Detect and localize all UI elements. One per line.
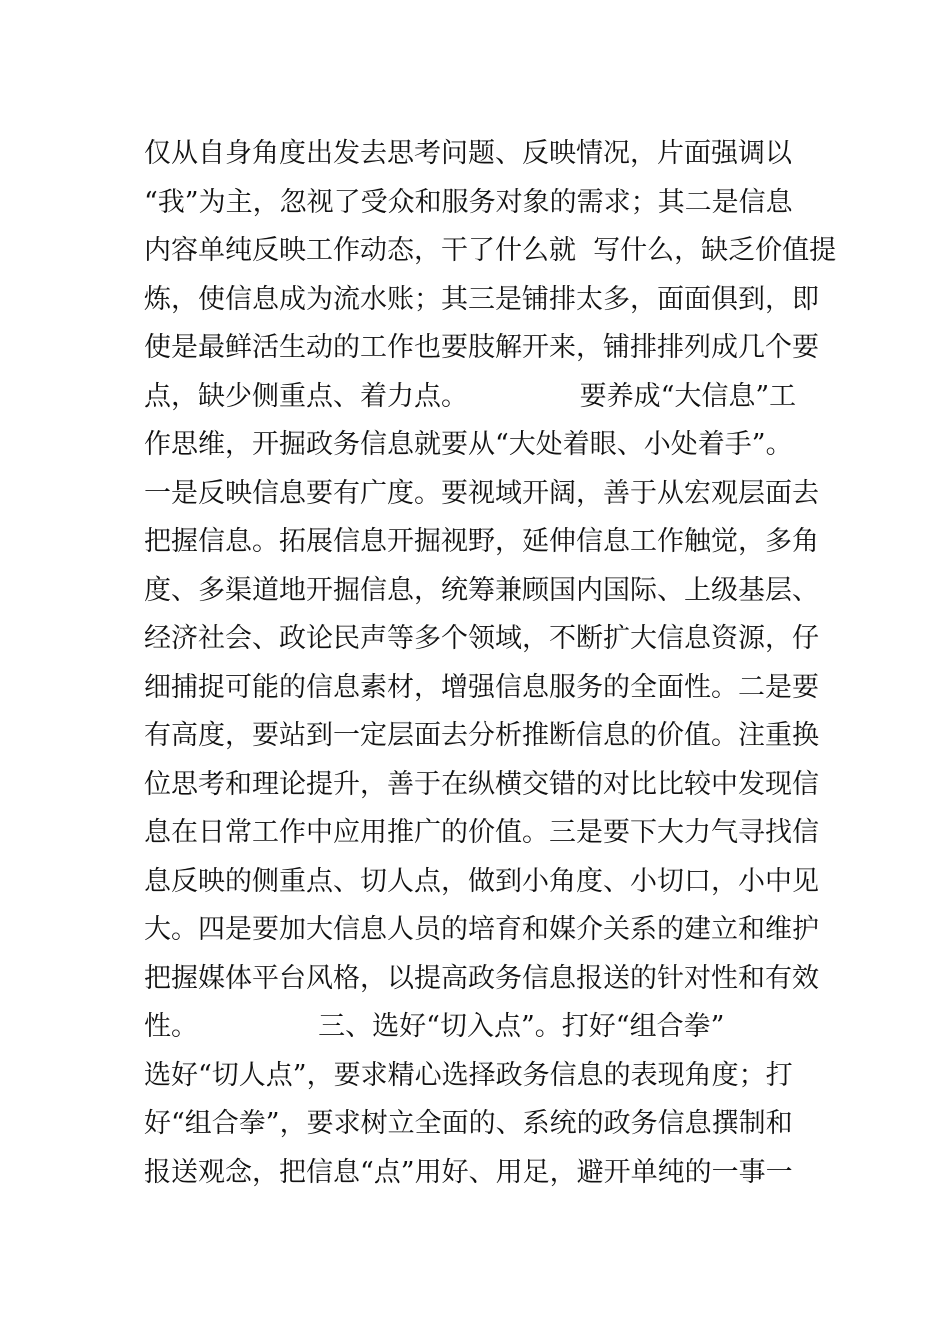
text-line: 点，缺少侧重点、着力点。 要养成“大信息”工 bbox=[144, 380, 797, 412]
body-text bbox=[144, 130, 837, 1197]
text-line: 经济社会、政论民声等多个领域，不断扩大信息资源，仔 bbox=[144, 623, 819, 654]
text-line: 细捕捉可能的信息素材，增强信息服务的全面性。二是要 bbox=[144, 671, 819, 703]
text-line: 好“组合拳”，要求树立全面的、系统的政务信息撰制和 bbox=[144, 1108, 793, 1139]
text-line: 炼，使信息成为流水账；其三是铺排太多，面面俱到，即 bbox=[144, 283, 819, 315]
text-line: 息在日常工作中应用推广的价值。三是要下大力气寻找信 bbox=[144, 817, 819, 848]
text-line: 使是最鲜活生动的工作也要肢解开来，铺排排列成几个要 bbox=[144, 332, 819, 363]
text-line: 度、多渠道地开掘信息，统筹兼顾国内国际、上级基层、 bbox=[144, 574, 819, 606]
text-line: 把握信息。拓展信息开掘视野，延伸信息工作触觉，多角 bbox=[144, 526, 819, 557]
text-line: 位思考和理论提升，善于在纵横交错的对比比较中发现信 bbox=[144, 768, 819, 800]
text-line: 选好“切人点”，要求精心选择政务信息的表现角度；打 bbox=[144, 1059, 793, 1091]
text-line: 报送观念，把信息“点”用好、用足，避开单纯的一事一 bbox=[144, 1156, 793, 1188]
text-line: 性。 三、选好“切入点”。打好“组合拳” bbox=[144, 1011, 725, 1042]
text-line: 作思维，开掘政务信息就要从“大处着眼、小处着手”。 bbox=[144, 429, 793, 460]
text-line: 大。四是要加大信息人员的培育和媒介关系的建立和维护 bbox=[144, 914, 819, 945]
text-line: 一是反映信息要有广度。要视域开阔，善于从宏观层面去 bbox=[144, 477, 819, 509]
text-line: 息反映的侧重点、切人点，做到小角度、小切口，小中见 bbox=[144, 865, 819, 897]
text-line: 内容单纯反映工作动态，干了什么就 写什么，缺乏价值提 bbox=[144, 235, 837, 266]
text-line: 仅从自身角度出发去思考问题、反映情况，片面强调以 bbox=[144, 138, 792, 169]
text-line: 把握媒体平台风格，以提高政务信息报送的针对性和有效 bbox=[144, 962, 819, 994]
text-line: “我”为主，忽视了受众和服务对象的需求；其二是信息 bbox=[144, 186, 793, 218]
text-line: 有高度，要站到一定层面去分析推断信息的价值。注重换 bbox=[144, 720, 819, 751]
